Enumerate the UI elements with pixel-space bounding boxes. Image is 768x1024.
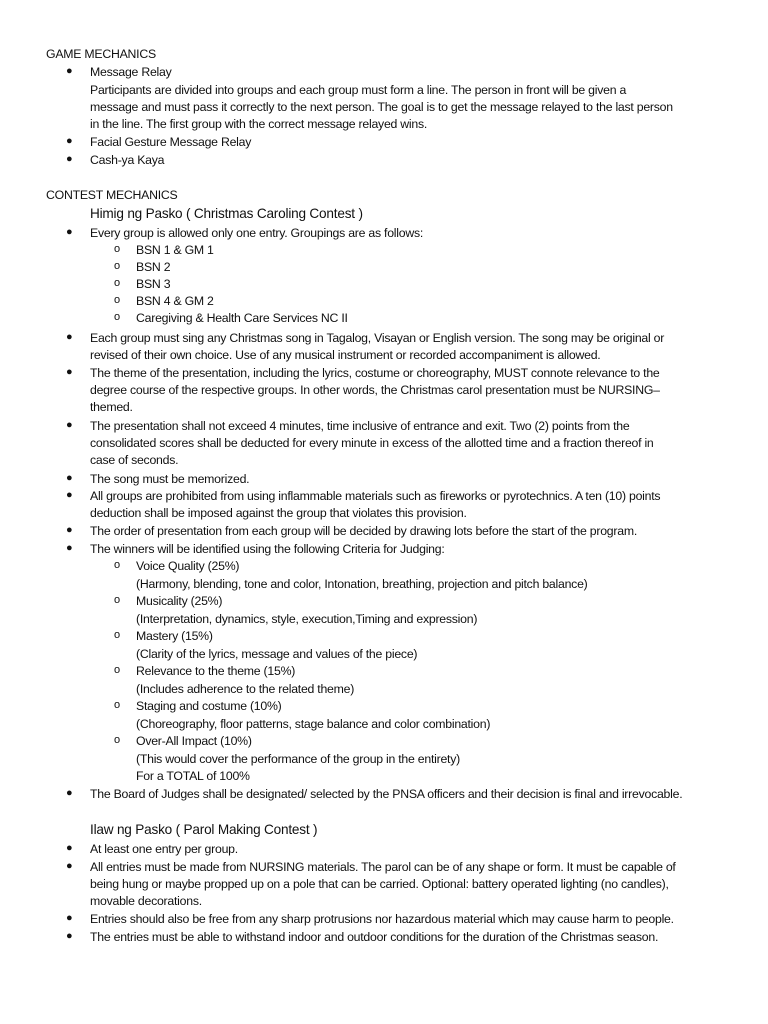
caroling-rule-line: themed.: [90, 400, 133, 414]
caroling-rule-line: The theme of the presentation, including the lyrics, costume or choreography, MUST connote relevance to the: [90, 366, 660, 380]
criteria-desc: (Clarity of the lyrics, message and values of the piece): [136, 647, 418, 661]
parol-rule-line: The entries must be able to withstand indoor and outdoor conditions for the duration of the Christmas season.: [90, 930, 659, 944]
criteria-name: Voice Quality (25%): [136, 559, 240, 573]
contest-mechanics-heading: CONTEST MECHANICS: [46, 188, 178, 202]
parol-rule-line: At least one entry per group.: [90, 842, 238, 856]
caroling-rule-line: The winners will be identified using the following Criteria for Judging:: [90, 542, 445, 556]
circle-bullet-icon: o: [114, 699, 121, 711]
caroling-rule-line: consolidated scores shall be deducted for every minute in excess of the allotted time and a fraction thereof in: [90, 436, 654, 450]
bullet-icon: ●: [66, 912, 73, 924]
criteria-desc: (Harmony, blending, tone and color, Intonation, breathing, projection and pitch balance): [136, 577, 588, 591]
caroling-rule-line: The presentation shall not exceed 4 minutes, time inclusive of entrance and exit. Two (2) points from the: [90, 419, 630, 433]
message-relay-title: Message Relay: [90, 65, 172, 79]
group-item: BSN 2: [136, 260, 171, 274]
bullet-icon: ●: [66, 419, 73, 431]
circle-bullet-icon: o: [114, 311, 121, 323]
criteria-name: Musicality (25%): [136, 594, 223, 608]
caroling-rule-line: deduction shall be imposed against the group that violates this provision.: [90, 506, 467, 520]
parol-contest-title: Ilaw ng Pasko ( Parol Making Contest ): [90, 822, 318, 837]
criteria-desc: (Includes adherence to the related theme): [136, 682, 355, 696]
bullet-icon: ●: [66, 787, 73, 799]
circle-bullet-icon: o: [114, 594, 121, 606]
bullet-icon: ●: [66, 860, 73, 872]
game-item: Facial Gesture Message Relay: [90, 135, 252, 149]
criteria-name: Staging and costume (10%): [136, 699, 282, 713]
game-item: Cash-ya Kaya: [90, 153, 165, 167]
message-relay-desc-line: in the line. The first group with the correct message relayed wins.: [90, 117, 428, 131]
group-item: BSN 4 & GM 2: [136, 294, 214, 308]
circle-bullet-icon: o: [114, 629, 121, 641]
caroling-rule-line: All groups are prohibited from using inflammable materials such as fireworks or pyrotechnics. A ten (10) points: [90, 489, 661, 503]
bullet-icon: ●: [66, 366, 73, 378]
bullet-icon: ●: [66, 542, 73, 554]
message-relay-desc-line: Participants are divided into groups and each group must form a line. The person in front will be given a: [90, 83, 627, 97]
caroling-rule-line: revised of their own choice. Use of any musical instrument or recorded accompaniment is allowed.: [90, 348, 601, 362]
circle-bullet-icon: o: [114, 260, 121, 272]
judges-rule: The Board of Judges shall be designated/ selected by the PNSA officers and their decision is final and irrevocable.: [90, 787, 683, 801]
caroling-rule-line: The song must be memorized.: [90, 472, 250, 486]
circle-bullet-icon: o: [114, 294, 121, 306]
bullet-icon: ●: [66, 153, 73, 165]
criteria-name: Over-All Impact (10%): [136, 734, 252, 748]
caroling-rule-line: Each group must sing any Christmas song in Tagalog, Visayan or English version. The song may be original or: [90, 331, 665, 345]
parol-rule-line: being hung or maybe propped up on a pole that can be carried. Optional: battery operated lighting (no candles),: [90, 877, 669, 891]
message-relay-desc-line: message and must pass it correctly to the next person. The goal is to get the message relayed to the last person: [90, 100, 673, 114]
criteria-desc: (Interpretation, dynamics, style, execution,Timing and expression): [136, 612, 478, 626]
caroling-rule-line: The order of presentation from each group will be decided by drawing lots before the start of the program.: [90, 524, 637, 538]
bullet-icon: ●: [66, 65, 73, 77]
bullet-icon: ●: [66, 331, 73, 343]
caroling-rule-line: case of seconds.: [90, 453, 179, 467]
bullet-icon: ●: [66, 472, 73, 484]
game-mechanics-heading: GAME MECHANICS: [46, 47, 156, 61]
criteria-desc: (Choreography, floor patterns, stage balance and color combination): [136, 717, 491, 731]
bullet-icon: ●: [66, 226, 73, 238]
group-item: Caregiving & Health Care Services NC II: [136, 311, 348, 325]
group-item: BSN 1 & GM 1: [136, 243, 214, 257]
caroling-rule-line: degree course of the respective groups. In other words, the Christmas carol presentation must be NURSING–: [90, 383, 660, 397]
criteria-desc: (This would cover the performance of the group in the entirety): [136, 752, 460, 766]
circle-bullet-icon: o: [114, 664, 121, 676]
parol-rule-line: Entries should also be free from any sharp protrusions nor hazardous material which may cause harm to people.: [90, 912, 674, 926]
bullet-icon: ●: [66, 930, 73, 942]
circle-bullet-icon: o: [114, 734, 121, 746]
parol-rule-line: All entries must be made from NURSING materials. The parol can be of any shape or form. It must be capable of: [90, 860, 676, 874]
criteria-total: For a TOTAL of 100%: [136, 769, 250, 783]
bullet-icon: ●: [66, 489, 73, 501]
circle-bullet-icon: o: [114, 243, 121, 255]
group-item: BSN 3: [136, 277, 171, 291]
criteria-name: Mastery (15%): [136, 629, 213, 643]
bullet-icon: ●: [66, 135, 73, 147]
criteria-name: Relevance to the theme (15%): [136, 664, 296, 678]
caroling-contest-title: Himig ng Pasko ( Christmas Caroling Contest ): [90, 206, 363, 221]
circle-bullet-icon: o: [114, 277, 121, 289]
caroling-entry-rule: Every group is allowed only one entry. Groupings are as follows:: [90, 226, 424, 240]
bullet-icon: ●: [66, 524, 73, 536]
bullet-icon: ●: [66, 842, 73, 854]
parol-rule-line: movable decorations.: [90, 894, 202, 908]
circle-bullet-icon: o: [114, 559, 121, 571]
